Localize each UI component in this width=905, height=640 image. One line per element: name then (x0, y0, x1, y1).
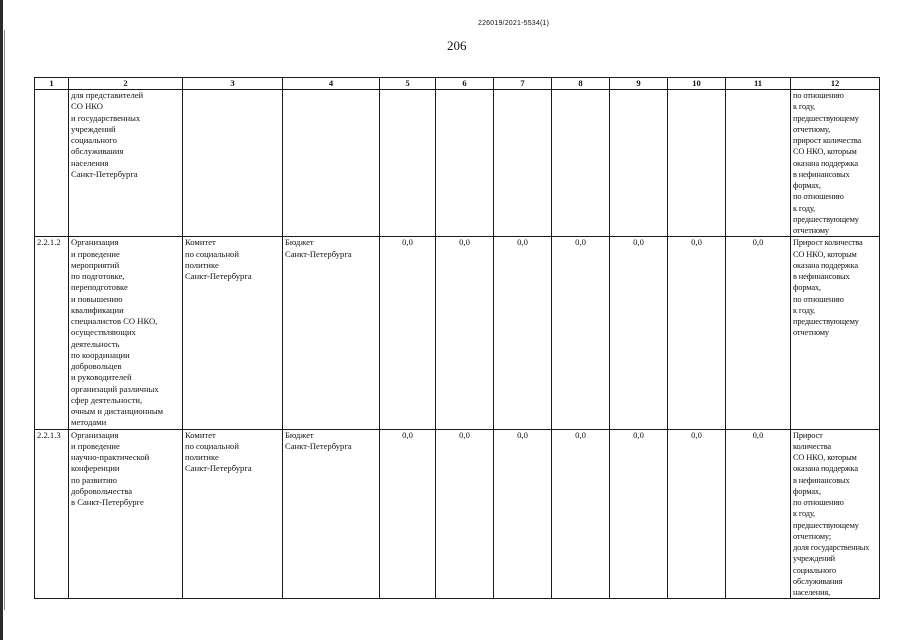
column-header: 5 (380, 78, 436, 90)
value-cell (494, 90, 552, 237)
program-activities-table (34, 77, 880, 599)
activity-code (35, 90, 69, 237)
value-cell (726, 90, 791, 237)
value-cell: 0,0 (668, 237, 726, 429)
value-cell (610, 90, 668, 237)
indicator-text: по отношению к году, предшествующему отчетному, прирост количества СО НКО, которым оказана поддержка в нефинансовых формах, по отношению к году, предшествующему отчетному (791, 90, 880, 237)
value-cell (380, 90, 436, 237)
value-cell (668, 90, 726, 237)
column-header: 11 (726, 78, 791, 90)
value-cell: 0,0 (668, 429, 726, 599)
table-row (35, 237, 880, 429)
value-cell: 0,0 (552, 237, 610, 429)
column-header: 1 (35, 78, 69, 90)
indicator-text: Прирост количества СО НКО, которым оказана поддержка в нефинансовых формах, по отношению к году, предшествующему отчетному; доля государственных учреждений социального обслуживания населения, (791, 429, 880, 599)
value-cell: 0,0 (726, 429, 791, 599)
column-header: 8 (552, 78, 610, 90)
scan-edge-line (4, 30, 5, 610)
table-row (35, 429, 880, 599)
value-cell: 0,0 (380, 429, 436, 599)
column-header: 12 (791, 78, 880, 90)
value-cell: 0,0 (726, 237, 791, 429)
value-cell: 0,0 (494, 237, 552, 429)
table-header-row (35, 78, 880, 90)
value-cell: 0,0 (494, 429, 552, 599)
funding-source: Бюджет Санкт-Петербурга (283, 237, 380, 429)
value-cell: 0,0 (436, 429, 494, 599)
indicator-text: Прирост количества СО НКО, которым оказана поддержка в нефинансовых формах, по отношению к году, предшествующему отчетному (791, 237, 880, 429)
column-header: 7 (494, 78, 552, 90)
executor (183, 90, 283, 237)
table-row (35, 90, 880, 237)
funding-source: Бюджет Санкт-Петербурга (283, 429, 380, 599)
page-number: 206 (447, 38, 467, 53)
activity-name: Организация и проведение мероприятий по подготовке, переподготовке и повышению квалификации специалистов СО НКО, осуществляющих деятельность по координации добровольцев и руководителей организаций различных сфер деятельности, очным и дистанционным методами (69, 237, 183, 429)
document-number: 226019/2021-5534(1) (478, 20, 550, 27)
activity-name: Организация и проведение научно-практической конференции по развитию добровольчества в Санкт-Петербурге (69, 429, 183, 599)
column-header: 4 (283, 78, 380, 90)
value-cell (552, 90, 610, 237)
scan-edge (0, 0, 3, 640)
executor: Комитет по социальной политике Санкт-Петербурга (183, 237, 283, 429)
activity-code: 2.2.1.3 (35, 429, 69, 599)
column-header: 2 (69, 78, 183, 90)
column-header: 10 (668, 78, 726, 90)
activity-name: для представителей СО НКО и государственных учреждений социального обслуживания населения Санкт-Петербурга (69, 90, 183, 237)
column-header: 6 (436, 78, 494, 90)
funding-source (283, 90, 380, 237)
activity-code: 2.2.1.2 (35, 237, 69, 429)
value-cell: 0,0 (552, 429, 610, 599)
column-header: 9 (610, 78, 668, 90)
value-cell: 0,0 (610, 237, 668, 429)
column-header: 3 (183, 78, 283, 90)
value-cell: 0,0 (610, 429, 668, 599)
value-cell: 0,0 (380, 237, 436, 429)
executor: Комитет по социальной политике Санкт-Петербурга (183, 429, 283, 599)
value-cell (436, 90, 494, 237)
value-cell: 0,0 (436, 237, 494, 429)
